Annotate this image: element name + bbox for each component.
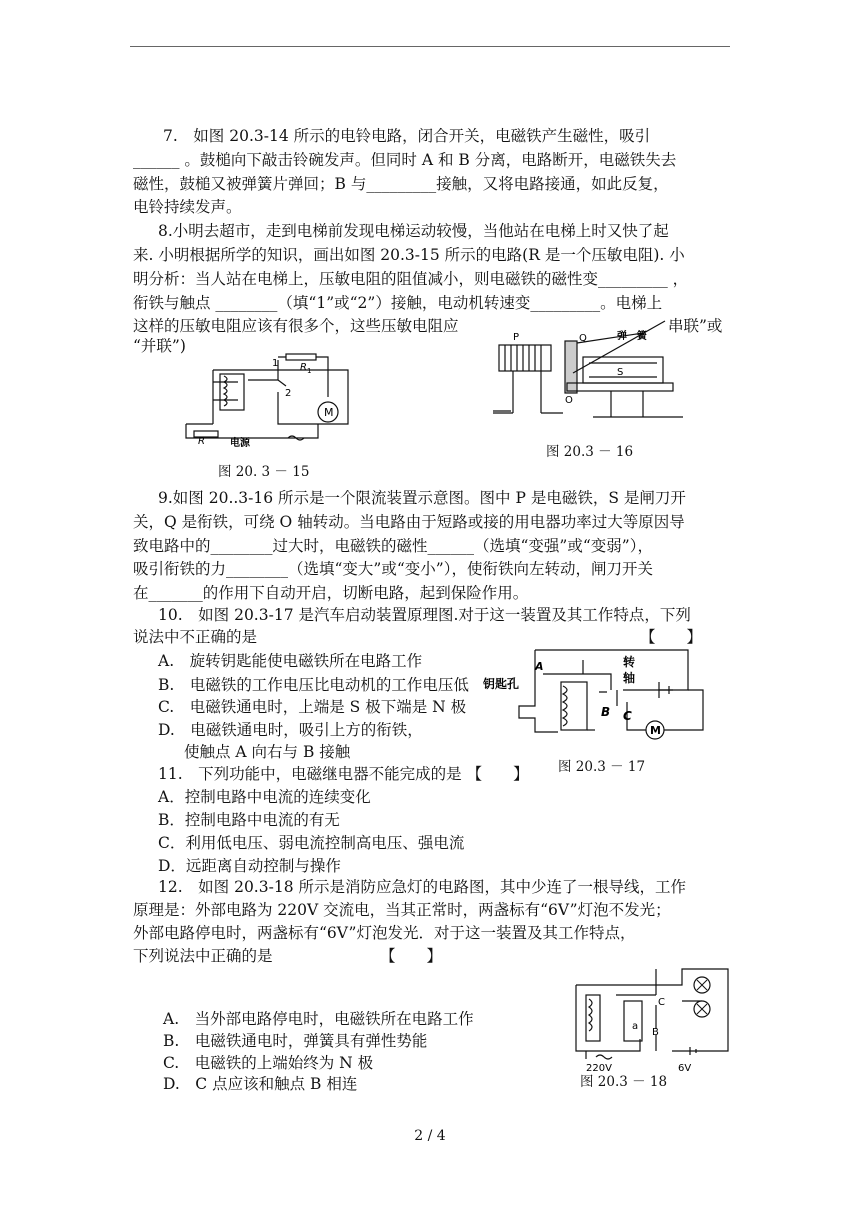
q12-line1: 12. 如图 20.3-18 所示是消防应急灯的电路图，其中少连了一根导线，工作	[158, 878, 686, 896]
q12-bracket: 【 】	[380, 947, 443, 965]
fig18-a: a	[632, 1021, 639, 1032]
q10-bracket: 【 】	[640, 628, 703, 646]
q11-option-c: C．利用低电压、弱电流控制高电压、强电流	[158, 834, 465, 852]
q9-line5: 在_______的作用下自动开启，切断电路，起到保险作用。	[133, 584, 529, 602]
q7-line2: ______ 。鼓槌向下敲击铃碗发声。但同时 A 和 B 分离，电路断开，电磁铁失去	[133, 151, 677, 169]
q8-line5b: 串联”或	[668, 317, 723, 335]
q7-line1: 7. 如图 20.3-14 所示的电铃电路，闭合开关，电磁铁产生磁性，吸引	[163, 127, 651, 145]
figure-20-3-18	[572, 965, 732, 1073]
fig16-o: O	[565, 395, 573, 406]
q12-line3: 外部电路停电时，两盏标有“6V”灯泡发光．对于这一装置及其工作特点，	[133, 924, 636, 942]
fig15-contact-1: 1	[272, 358, 279, 369]
fig17-c: C	[623, 709, 632, 723]
fig17-a: A	[535, 660, 544, 673]
q12-option-b: B. 电磁铁通电时，弹簧具有弹性势能	[163, 1032, 428, 1050]
q10-option-c: C. 电磁铁通电时，上端是 S 极下端是 N 极	[158, 698, 467, 716]
q9-line4: 吸引衔铁的力________（选填“变大”或“变小”），使衔铁向左转动，闸刀开关	[133, 560, 653, 578]
fig18-6v: 6V	[678, 1063, 692, 1073]
fig17-axis-1: 转	[623, 655, 636, 669]
fig16-q: Q	[579, 333, 587, 344]
q11-option-b: B．控制电路中电流的有无	[158, 811, 340, 829]
header-rule	[130, 46, 730, 47]
q7-line4: 电铃持续发声。	[133, 198, 242, 216]
q12-option-d: D. C 点应该和触点 B 相连	[163, 1075, 358, 1093]
fig15-power: 电源	[230, 438, 250, 448]
q12-option-a: A. 当外部电路停电时，电磁铁所在电路工作	[163, 1010, 474, 1028]
fig15-r1: R	[300, 362, 307, 373]
q9-line1: 9.如图 20..3-16 所示是一个限流装置示意图。图中 P 是电磁铁，S 是闸刀开	[158, 489, 686, 507]
q11-option-d: D．远距离自动控制与操作	[158, 857, 341, 875]
q8-line4: 衔铁与触点 ________（填“1”或“2”）接触，电动机转速变_________。电梯上	[133, 294, 663, 312]
fig18-b: B	[652, 1027, 659, 1038]
q10-line1: 10. 如图 20.3-17 是汽车启动装置原理图.对于这一装置及其工作特点，下列	[158, 606, 691, 624]
q8-line6: “并联”)	[133, 337, 186, 355]
q12-line2: 原理是：外部电路为 220V 交流电，当其正常时，两盏标有“6V”灯泡不发光；	[133, 901, 671, 919]
figure-20-3-16	[493, 313, 683, 428]
fig17-b: B	[601, 705, 611, 719]
q12-option-c: C. 电磁铁的上端始终为 N 极	[163, 1054, 374, 1072]
fig16-s: S	[617, 367, 624, 378]
fig15-r1-sub: 1	[307, 367, 312, 375]
fig16-caption: 图 20.3 － 16	[546, 444, 634, 460]
q10-option-d: D. 电磁铁通电时，吸引上方的衔铁，	[158, 721, 423, 739]
q11-line1: 11. 下列功能中，电磁继电器不能完成的是 【 】	[158, 765, 529, 783]
fig18-caption: 图 20.3 － 18	[580, 1074, 668, 1090]
q11-option-a: A．控制电路中电流的连续变化	[158, 788, 371, 806]
q8-line3: 明分析：当人站在电梯上，压敏电阻的阻值减小，则电磁铁的磁性变_________ ，	[133, 270, 689, 288]
fig16-spring: 弹 簧	[617, 331, 647, 342]
q10-line2: 说法中不正确的是	[133, 628, 258, 646]
q8-line2: 来. 小明根据所学的知识，画出如图 20.3-15 所示的电路(R 是一个压敏电阻). 小	[133, 246, 685, 264]
fig18-c: C	[658, 997, 665, 1008]
q8-line1: 8.小明去超市，走到电梯前发现电梯运动较慢，当他站在电梯上时又快了起	[158, 222, 669, 240]
q10-option-a: A. 旋转钥匙能使电磁铁所在电路工作	[158, 652, 423, 670]
page-number: 2 / 4	[414, 1128, 446, 1144]
fig15-motor: M	[324, 406, 334, 419]
fig17-key: 钥匙孔	[483, 677, 520, 691]
fig18-220v: 220V	[586, 1063, 612, 1073]
q8-line5a: 这样的压敏电阻应该有很多个，这些压敏电阻应	[133, 317, 459, 335]
figure-20-3-17	[483, 646, 713, 750]
q9-line3: 致电路中的________过大时，电磁铁的磁性______（选填“变强”或“变弱”），	[133, 537, 653, 555]
fig17-caption: 图 20.3 － 17	[558, 759, 646, 775]
fig15-r: R	[198, 436, 205, 447]
fig15-contact-2: 2	[285, 388, 292, 399]
q7-line3: 磁性，鼓槌又被弹簧片弹回；B 与_________接触，又将电路接通，如此反复，	[133, 175, 669, 193]
fig17-motor: M	[650, 724, 661, 737]
fig15-caption: 图 20. 3 － 15	[218, 464, 310, 480]
fig17-axis-2: 轴	[623, 671, 636, 685]
q12-line4: 下列说法中正确的是	[133, 947, 273, 965]
fig16-p: P	[513, 332, 520, 343]
q10-option-d2: 使触点 A 向右与 B 接触	[184, 743, 351, 761]
q9-line2: 关，Q 是衔铁，可绕 O 轴转动。当电路由于短路或接的用电器功率过大等原因导	[133, 513, 685, 531]
figure-20-3-15	[178, 352, 350, 448]
q10-option-b: B. 电磁铁的工作电压比电动机的工作电压低	[158, 676, 469, 694]
